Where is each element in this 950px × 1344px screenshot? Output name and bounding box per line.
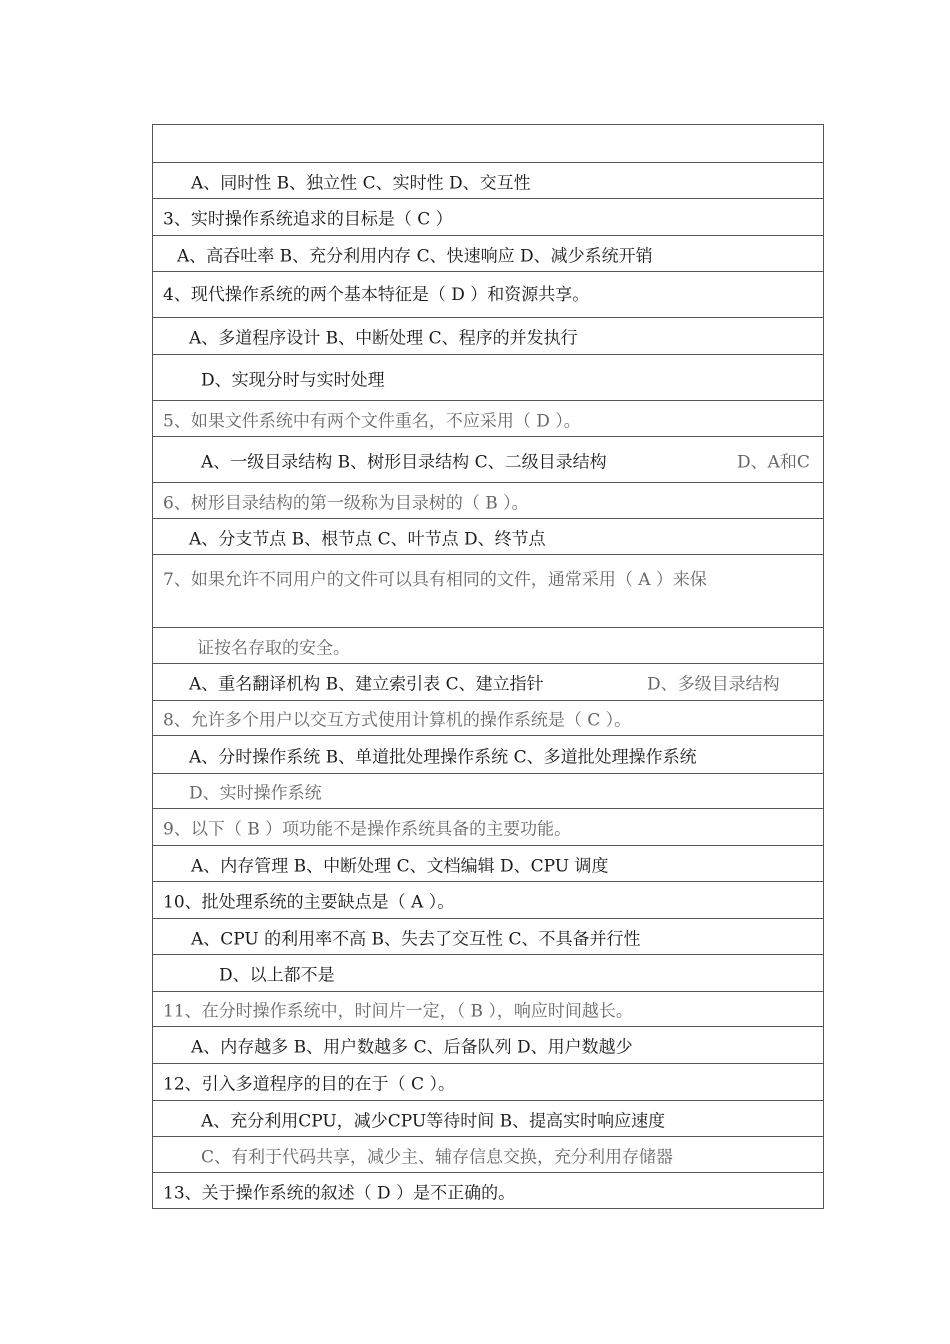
table-row-question-3 <box>153 198 823 235</box>
table-row-options <box>153 954 823 991</box>
table-row-options <box>153 845 823 881</box>
row-text: A、分支节点 B、根节点 C、叶节点 D、终节点 <box>189 529 546 549</box>
row-text: 11、在分时操作系统中，时间片一定，（ B ），响应时间越长。 <box>163 1001 633 1022</box>
table-row-question-13 <box>153 1172 823 1208</box>
row-text: A、重名翻译机构 B、建立索引表 C、建立指针 <box>189 674 544 695</box>
table-row-question-12 <box>153 1063 823 1100</box>
row-text: D、实现分时与实时处理 <box>201 370 385 390</box>
table-row-options <box>153 162 823 198</box>
row-text: A、一级目录结构 B、树形目录结构 C、二级目录结构 <box>201 452 607 472</box>
row-text: 9、以下（ B ）项功能不是操作系统具备的主要功能。 <box>163 819 572 840</box>
row-text: A、分时操作系统 B、单道批处理操作系统 C、多道批处理操作系统 <box>189 747 697 767</box>
row-text: 6、树形目录结构的第一级称为目录树的（ B ）。 <box>163 493 529 513</box>
row-text: 证按名存取的安全。 <box>197 638 350 658</box>
table-row-options <box>153 518 823 554</box>
row-text: 5、如果文件系统中有两个文件重名，不应采用（ D ）。 <box>163 411 581 431</box>
table-row-options <box>153 773 823 808</box>
row-text: A、CPU 的利用率不高 B、失去了交互性 C、不具备并行性 <box>191 929 641 949</box>
row-text: A、充分利用CPU，减少CPU等待时间 B、提高实时响应速度 <box>201 1111 666 1131</box>
table-row-question-5 <box>153 400 823 436</box>
row-text: A、内存越多 B、用户数越多 C、后备队列 D、用户数越少 <box>191 1037 633 1058</box>
row-text: 12、引入多道程序的目的在于（ C ）。 <box>163 1074 455 1095</box>
table-row-question-11 <box>153 991 823 1026</box>
table-row-question-4 <box>153 271 823 317</box>
table-row-question-10 <box>153 881 823 918</box>
table-row-question-7 <box>153 554 823 627</box>
table-row-blank <box>153 125 823 162</box>
row-text: A、多道程序设计 B、中断处理 C、程序的并发执行 <box>189 328 578 349</box>
row-text: A、同时性 B、独立性 C、实时性 D、交互性 <box>191 173 531 193</box>
table-row-question-6 <box>153 482 823 518</box>
row-text: 4、现代操作系统的两个基本特征是（ D ）和资源共享。 <box>163 285 590 305</box>
question-table <box>152 124 824 1209</box>
row-text: A、内存管理 B、中断处理 C、文档编辑 D、CPU 调度 <box>191 856 609 876</box>
table-row-options <box>153 235 823 271</box>
table-row-continuation <box>153 627 823 663</box>
row-text: 13、关于操作系统的叙述（ D ）是不正确的。 <box>163 1183 516 1203</box>
table-row-options <box>153 317 823 354</box>
table-row-options <box>153 663 823 700</box>
row-text: A、高吞吐率 B、充分利用内存 C、快速响应 D、减少系统开销 <box>177 246 653 266</box>
row-text: D、实时操作系统 <box>189 783 322 804</box>
table-row-options <box>153 918 823 954</box>
row-text: 3、实时操作系统追求的目标是（ C ） <box>163 209 453 230</box>
table-row-options <box>153 1026 823 1063</box>
row-text: 7、如果允许不同用户的文件可以具有相同的文件，通常采用（ A ）来保 <box>163 570 707 590</box>
row-tail-text: D、A和C <box>737 452 810 472</box>
table-row-question-9 <box>153 808 823 845</box>
table-row-options <box>153 436 823 482</box>
row-text: 10、批处理系统的主要缺点是（ A ）。 <box>163 892 455 913</box>
row-text: C、有利于代码共享，减少主、辅存信息交换，充分利用存储器 <box>201 1147 674 1167</box>
row-text: D、以上都不是 <box>219 965 335 986</box>
table-row-options <box>153 354 823 400</box>
table-row-options <box>153 1100 823 1136</box>
row-tail-text: D、多级目录结构 <box>647 674 780 695</box>
table-row-options <box>153 735 823 773</box>
table-row-question-8 <box>153 700 823 735</box>
row-text: 8、允许多个用户以交互方式使用计算机的操作系统是（ C ）。 <box>163 710 632 731</box>
table-row-options <box>153 1136 823 1172</box>
